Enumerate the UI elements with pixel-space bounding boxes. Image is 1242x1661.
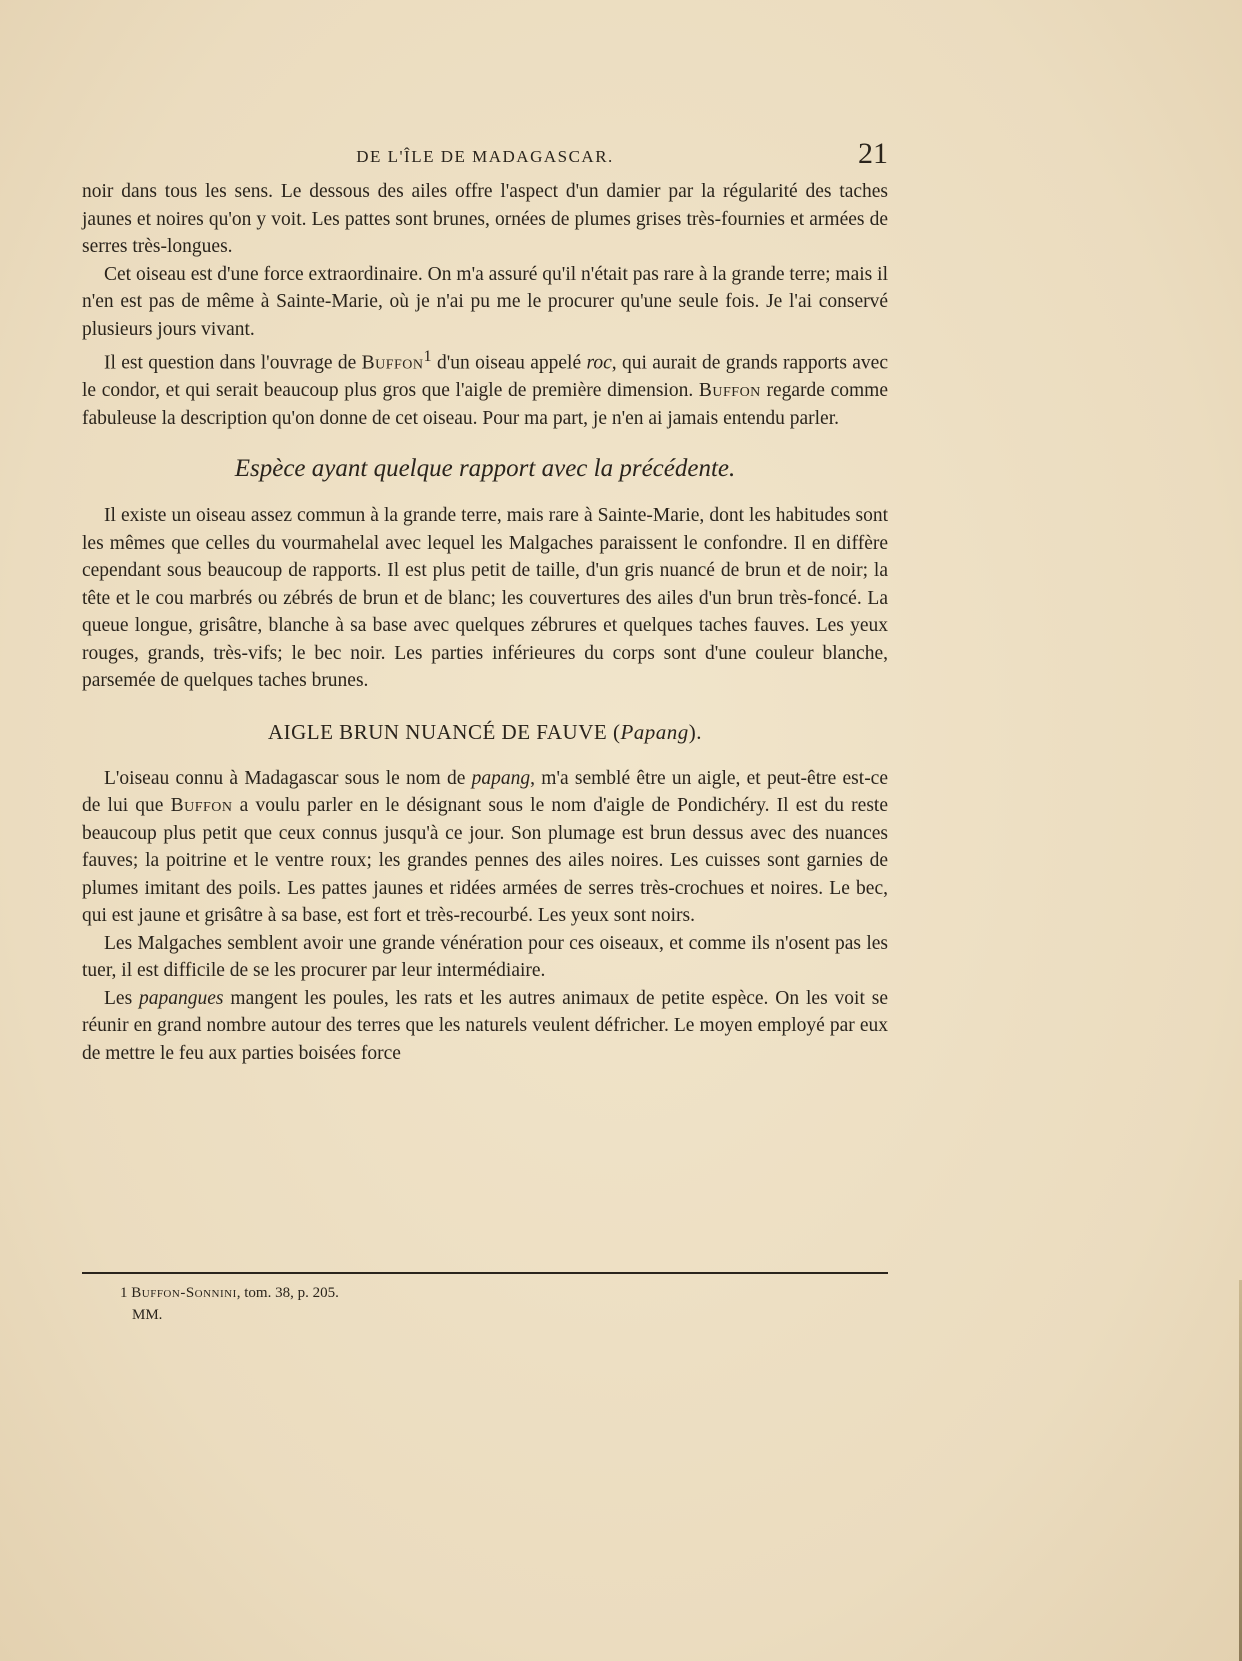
text-run: mangent les poules, les rats et les autres animaux de petite espèce. On les voit se réunir en grand nombre autour des terres que les naturels veulent défricher. Le moyen employé par eux de mettre le feu aux parties boisées force (82, 987, 888, 1064)
paragraph-continued: noir dans tous les sens. Le dessous des ailes offre l'aspect d'un damier par la régularité des taches jaunes et noires qu'on y voit. Les pattes sont brunes, ornées de plumes grises très-fournies et armées de serres très-longues. (82, 181, 888, 257)
footnote-signature: MM. (132, 1307, 163, 1323)
paragraph-papangues (82, 985, 888, 1068)
page-header (82, 137, 888, 173)
page-number: 21 (858, 137, 888, 170)
paragraph-papang-description (82, 765, 888, 930)
paragraph-roc (82, 343, 888, 432)
term-papang: papang (471, 767, 531, 789)
footnote-reference: Buffon-Sonnini (131, 1285, 237, 1301)
term-papangues: papangues (139, 987, 224, 1009)
section-heading: Espèce ayant quelque rapport avec la précédente. (234, 455, 736, 482)
text-run: , qui aurait de grands rapports avec le condor, et qui serait beaucoup plus gros que l'aigle de première dimension. (82, 352, 888, 401)
footnote-1 (120, 1282, 820, 1304)
footnotes (120, 1282, 820, 1326)
footnote-text: , tom. 38, p. 205. (236, 1285, 339, 1301)
body-text (82, 178, 888, 1067)
heading-text: AIGLE BRUN NUANCÉ DE FAUVE ( (267, 719, 621, 744)
text-run: Il est question dans l'ouvrage de (104, 352, 362, 374)
heading-latin: Papang (620, 719, 689, 744)
paragraph-species: Il existe un oiseau assez commun à la grande terre, mais rare à Sainte-Marie, dont les habitudes sont les mêmes que celles du vourmahelal avec lequel les Malgaches paraissent le confondre. Il en diffère cependant sous beaucoup de rapports. Il est plus petit de taille, d'un gris nuancé de brun et de noir; la tête et le cou marbrés ou zébrés de brun et de blanc; les couvertures des ailes d'un brun très-foncé. La queue longue, grisâtre, blanche à sa base avec quelques zébrures et quelques taches fauves. Les yeux rouges, grands, très-vifs; le bec noir. Les parties inférieures du corps sont d'une couleur blanche, parsemée de quelques taches brunes. (82, 505, 888, 691)
author-name: Buffon (361, 352, 424, 374)
author-name: Buffon (698, 380, 761, 401)
text-run: , m'a semblé être un aigle, et peut-être est-ce de lui que (82, 767, 888, 816)
text-run: a voulu parler en le désignant sous le nom d'aigle de Pondichéry. Il est du reste beaucoup plus petit que ceux connus jusqu'à ce jour. Son plumage est brun dessus avec des nuances fauves; la poitrine et le ventre roux; les grandes pennes des ailes noires. Les cuisses sont garnies de plumes imitant des poils. Les pattes jaunes et ridées armées de serres très-crochues et noires. Le bec, qui est jaune et grisâtre à sa base, est fort et très-recourbé. Les yeux sont noirs. (82, 795, 888, 926)
paragraph-veneration: Les Malgaches semblent avoir une grande vénération pour ces oiseaux, et comme ils n'osent pas les tuer, il est difficile de se les procurer par leur intermédiaire. (82, 932, 888, 981)
section-heading-papang (82, 717, 888, 747)
heading-text: ). (688, 719, 703, 744)
footnote-number: 1 (120, 1285, 128, 1301)
paragraph-force: Cet oiseau est d'une force extraordinaire. On m'a assuré qu'il n'était pas rare à la grande terre; mais il n'en est pas de même à Sainte-Marie, où je n'ai pu me le procurer qu'une seule fois. Je l'ai conservé plusieurs jours vivant. (82, 263, 888, 340)
term-roc: roc (586, 352, 612, 374)
text-run: regarde comme fabuleuse la description qu'on donne de cet oiseau. Pour ma part, je n'en ai jamais entendu parler. (82, 380, 888, 429)
text-run: L'oiseau connu à Madagascar sous le nom de (104, 767, 472, 789)
footnote-ref: 1 (423, 347, 432, 365)
running-title: DE L'ÎLE DE MADAGASCAR. (356, 147, 614, 166)
text-run: d'un oiseau appelé (431, 352, 587, 374)
text-run: Les (104, 987, 140, 1009)
author-name: Buffon (170, 795, 233, 816)
footnote-divider (82, 1272, 888, 1274)
